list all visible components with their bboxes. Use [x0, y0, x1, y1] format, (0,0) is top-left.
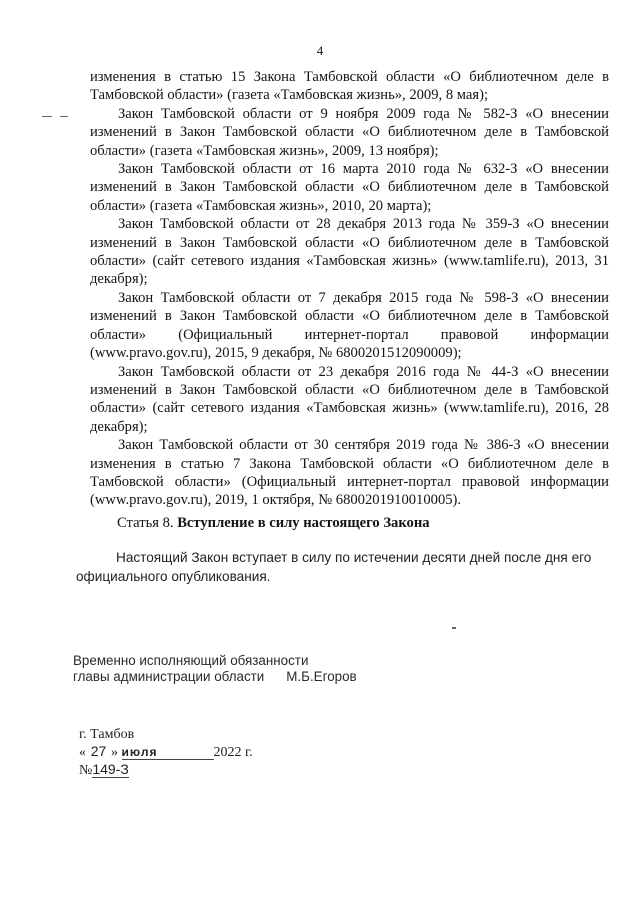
- enactment-clause: [76, 548, 614, 586]
- paragraph: Закон Тамбовской области от 30 сентября 2019 года № 386-З «О внесении изменения в статью 7 Закона Тамбовской области «О библиотечном деле в Тамбовской области» (Официальный интернет-портал правовой информации (www.pravo.gov.ru), 2019, 1 октября, № 6800201910010005).: [90, 437, 609, 509]
- date-open-quote: «: [79, 745, 86, 760]
- scan-speck: [452, 627, 456, 629]
- article-title: Вступление в силу настоящего Закона: [177, 515, 430, 531]
- law-number-line: [79, 761, 253, 779]
- paragraph: Закон Тамбовской области от 23 декабря 2016 года № 44-З «О внесении изменений в Закон Тамбовской области «О библиотечном деле в Тамбовской области» (сайт сетевого издания «Тамбовская жизнь» (www.tamlife.ru), 2016, 28 декабря);: [90, 363, 609, 435]
- place-date-block: [79, 726, 253, 779]
- enactment-text: Настоящий Закон вступает в силу по истечении десяти дней после дня его официального опубликования.: [76, 550, 592, 584]
- paragraph: Закон Тамбовской области от 7 декабря 2015 года № 598-З «О внесении изменений в Закон Тамбовской области «О библиотечном деле в Тамбовской области» (Официальный интернет-портал правовой информации (www.pravo.gov.ru), 2015, 9 декабря, № 6800201512090009);: [90, 289, 609, 362]
- signatory-name: М.Б.Егоров: [286, 669, 357, 684]
- scan-speck: [42, 116, 52, 117]
- paragraph: Закон Тамбовской области от 16 марта 2010 года № 632-З «О внесении изменений в Закон Тамбовской области «О библиотечном деле в Тамбовской области» (газета «Тамбовская жизнь», 2010, 20 марта);: [90, 161, 609, 214]
- number-sign: №: [79, 763, 93, 778]
- amendments-list: [90, 68, 609, 510]
- date-day: 27: [90, 743, 107, 759]
- article-label: Статья 8.: [117, 515, 174, 531]
- signature-block: [73, 653, 357, 685]
- paragraph: Закон Тамбовской области от 9 ноября 2009 года № 582-З «О внесении изменений в Закон Тамбовской области «О библиотечном деле в Тамбовской области» (газета «Тамбовская жизнь», 2009, 13 ноября);: [90, 105, 609, 159]
- article-heading: [117, 515, 430, 532]
- scan-speck: [60, 116, 68, 117]
- date-line: [79, 743, 253, 761]
- signatory-position-line1: Временно исполняющий обязанности: [73, 653, 309, 668]
- law-number: 149-З: [92, 761, 129, 777]
- date-year: 2022 г.: [213, 745, 253, 760]
- paragraph: Закон Тамбовской области от 28 декабря 2013 года № 359-З «О внесении изменений в Закон Тамбовской области «О библиотечном деле в Тамбовской области» (сайт сетевого издания «Тамбовская жизнь» (www.tamlife.ru), 2013, 31 декабря);: [90, 216, 609, 288]
- signatory-position-line2: главы администрации области: [73, 669, 265, 684]
- page-number: 4: [316, 43, 324, 58]
- date-close-quote: »: [111, 745, 118, 760]
- city: г. Тамбов: [79, 727, 135, 742]
- date-month: июля: [122, 745, 214, 760]
- paragraph: изменения в статью 15 Закона Тамбовской области «О библиотечном деле в Тамбовской области» (газета «Тамбовская жизнь», 2009, 8 мая);: [90, 69, 609, 104]
